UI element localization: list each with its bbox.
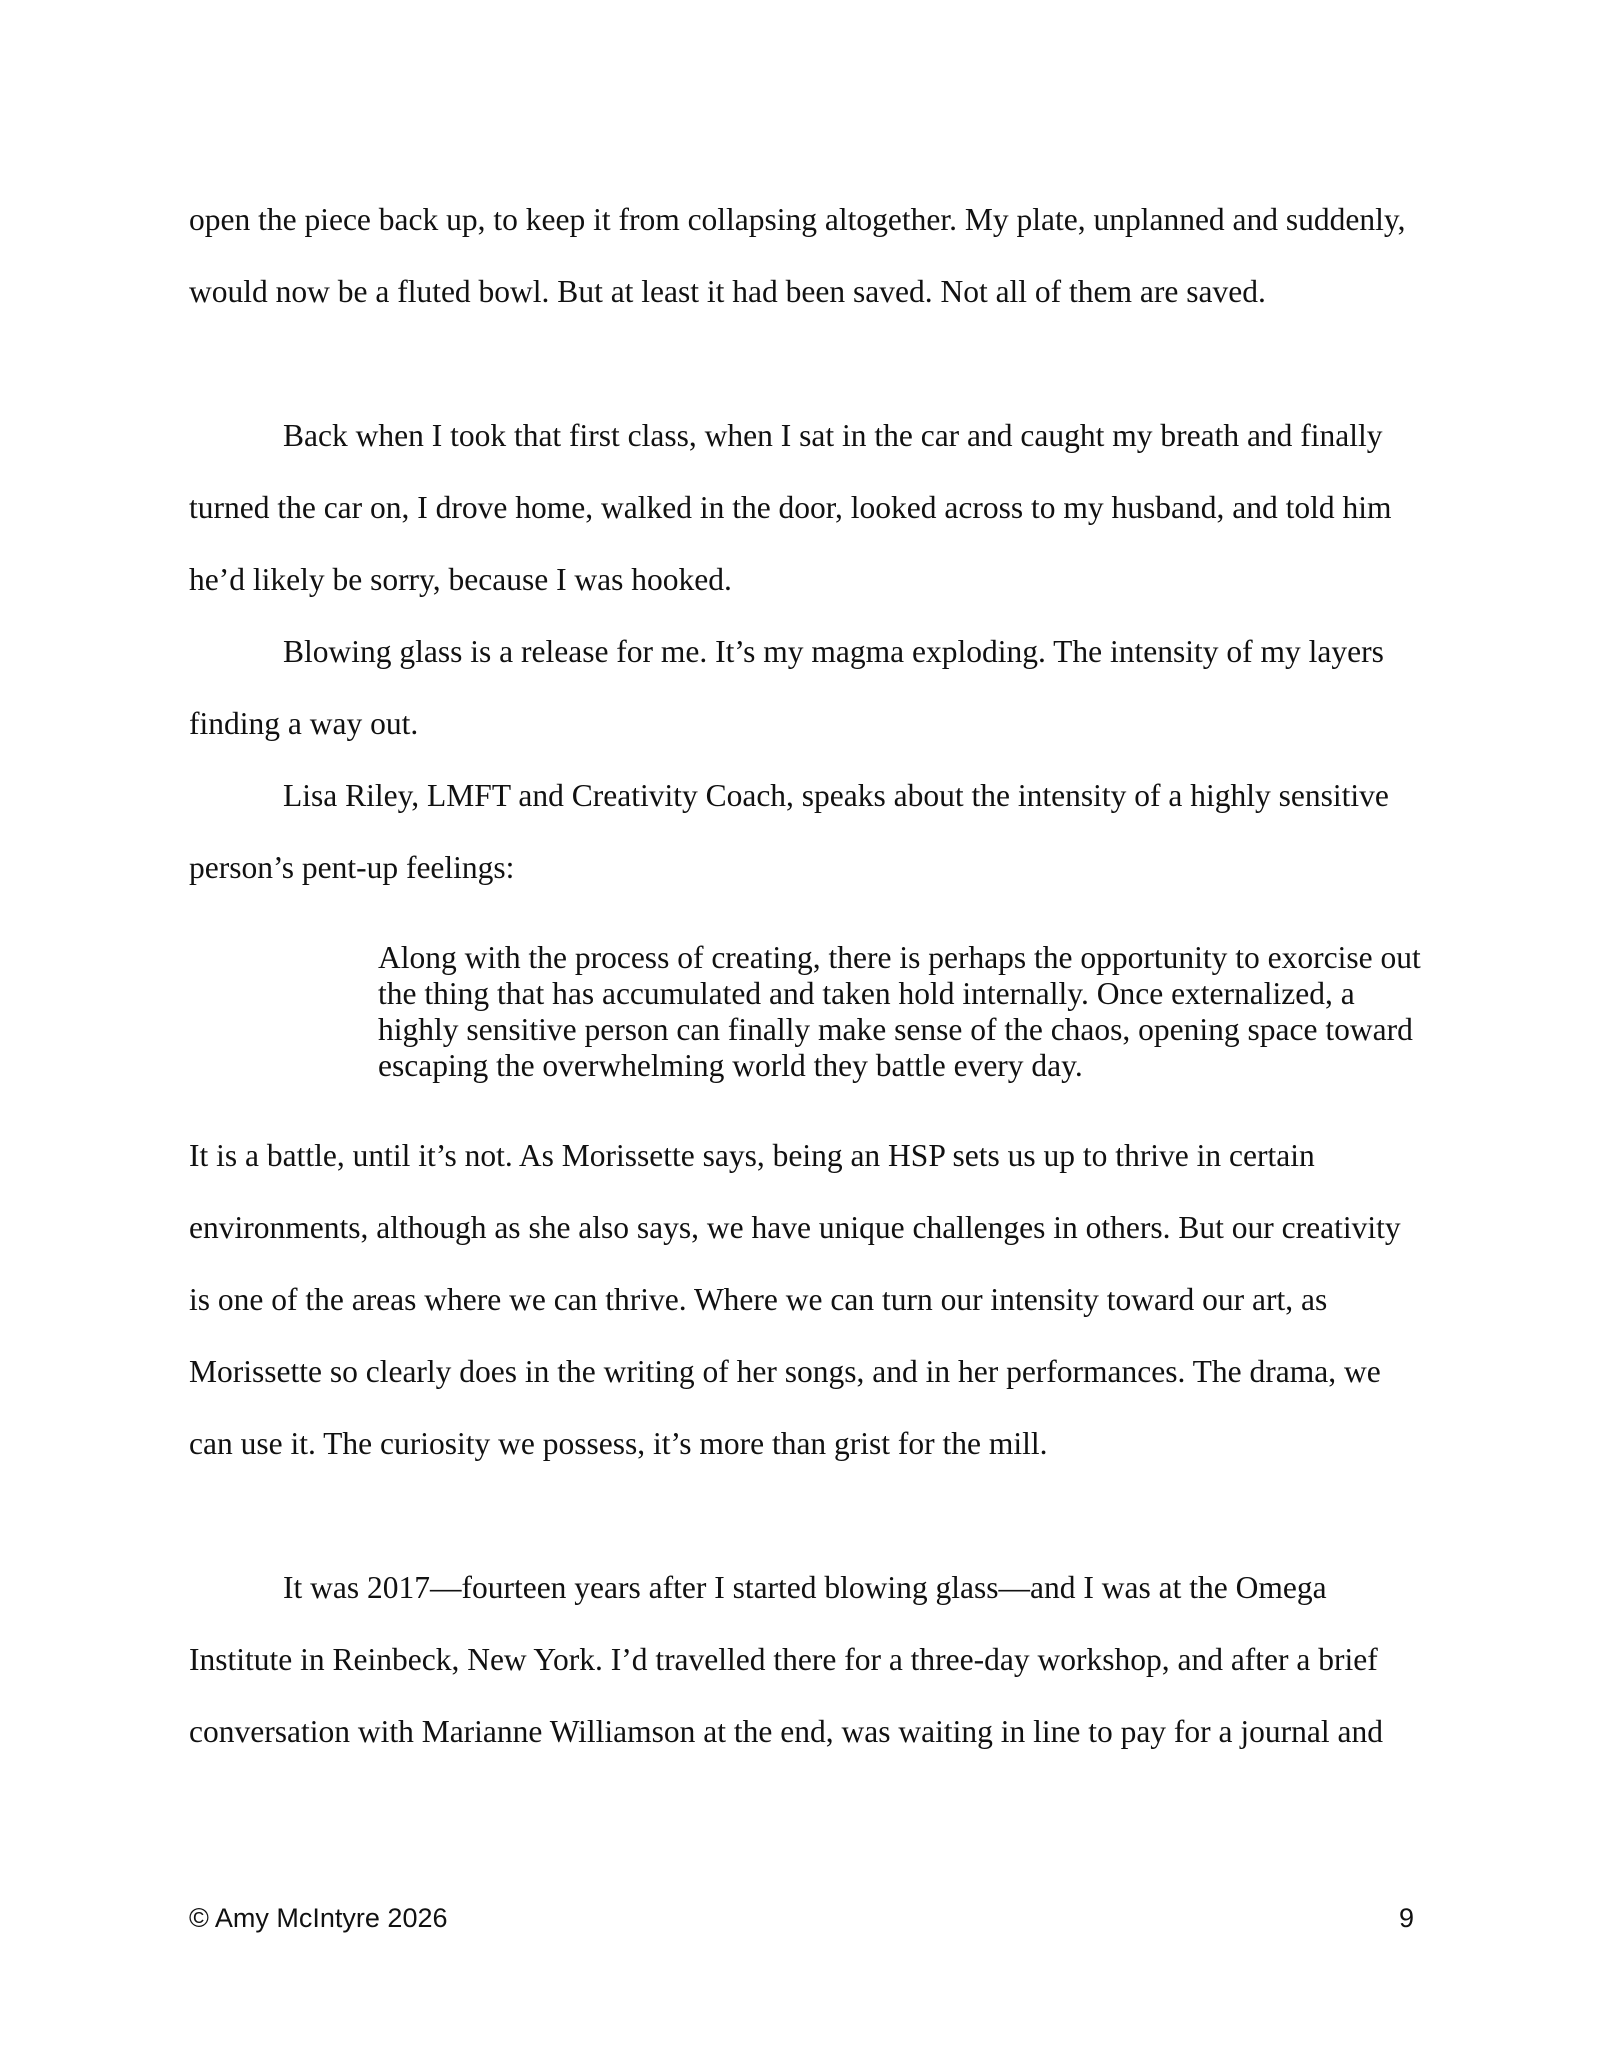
paragraph-blowing-glass: Blowing glass is a release for me. It’s my magma exploding. The intensity of my layers finding a way out. [189, 634, 1384, 741]
section-break [189, 328, 1419, 400]
body-text [189, 184, 1419, 1768]
paragraph-continuation: open the piece back up, to keep it from collapsing altogether. My plate, unplanned and suddenly, would now be a fluted bowl. But at least it had been saved. Not all of them are saved. [189, 202, 1406, 309]
page-footer [189, 1903, 1414, 1934]
block-quote: Along with the process of creating, there is perhaps the opportunity to exorcise out the thing that has accumulated and taken hold internally. Once externalized, a highly sensitive person can finally make sense of the chaos, opening space toward escaping the overwhelming world they battle every day. [378, 940, 1421, 1083]
section-break [189, 1480, 1419, 1552]
page-number: 9 [1398, 1903, 1414, 1933]
paragraph-battle: It is a battle, until it’s not. As Morissette says, being an HSP sets us up to thrive in certain environments, although as she also says, we have unique challenges in others. But our creativity is one of the areas where we can thrive. Where we can turn our intensity toward our art, as Morissette so clearly does in the writing of her songs, and in her performances. The drama, we can use it. The curiosity we possess, it’s more than grist for the mill. [189, 1138, 1401, 1461]
copyright-notice: © Amy McIntyre 2026 [189, 1903, 448, 1933]
paragraph-first-class: Back when I took that first class, when I sat in the car and caught my breath and finally turned the car on, I drove home, walked in the door, looked across to my husband, and told him he’d likely be sorry, because I was hooked. [189, 418, 1392, 597]
paragraph-lisa-riley: Lisa Riley, LMFT and Creativity Coach, speaks about the intensity of a highly sensitive person’s pent-up feelings: [189, 778, 1389, 885]
paragraph-omega: It was 2017—fourteen years after I started blowing glass—and I was at the Omega Institute in Reinbeck, New York. I’d travelled there for a three-day workshop, and after a brief conversation with Marianne Williamson at the end, was waiting in line to pay for a journal and [189, 1570, 1383, 1749]
